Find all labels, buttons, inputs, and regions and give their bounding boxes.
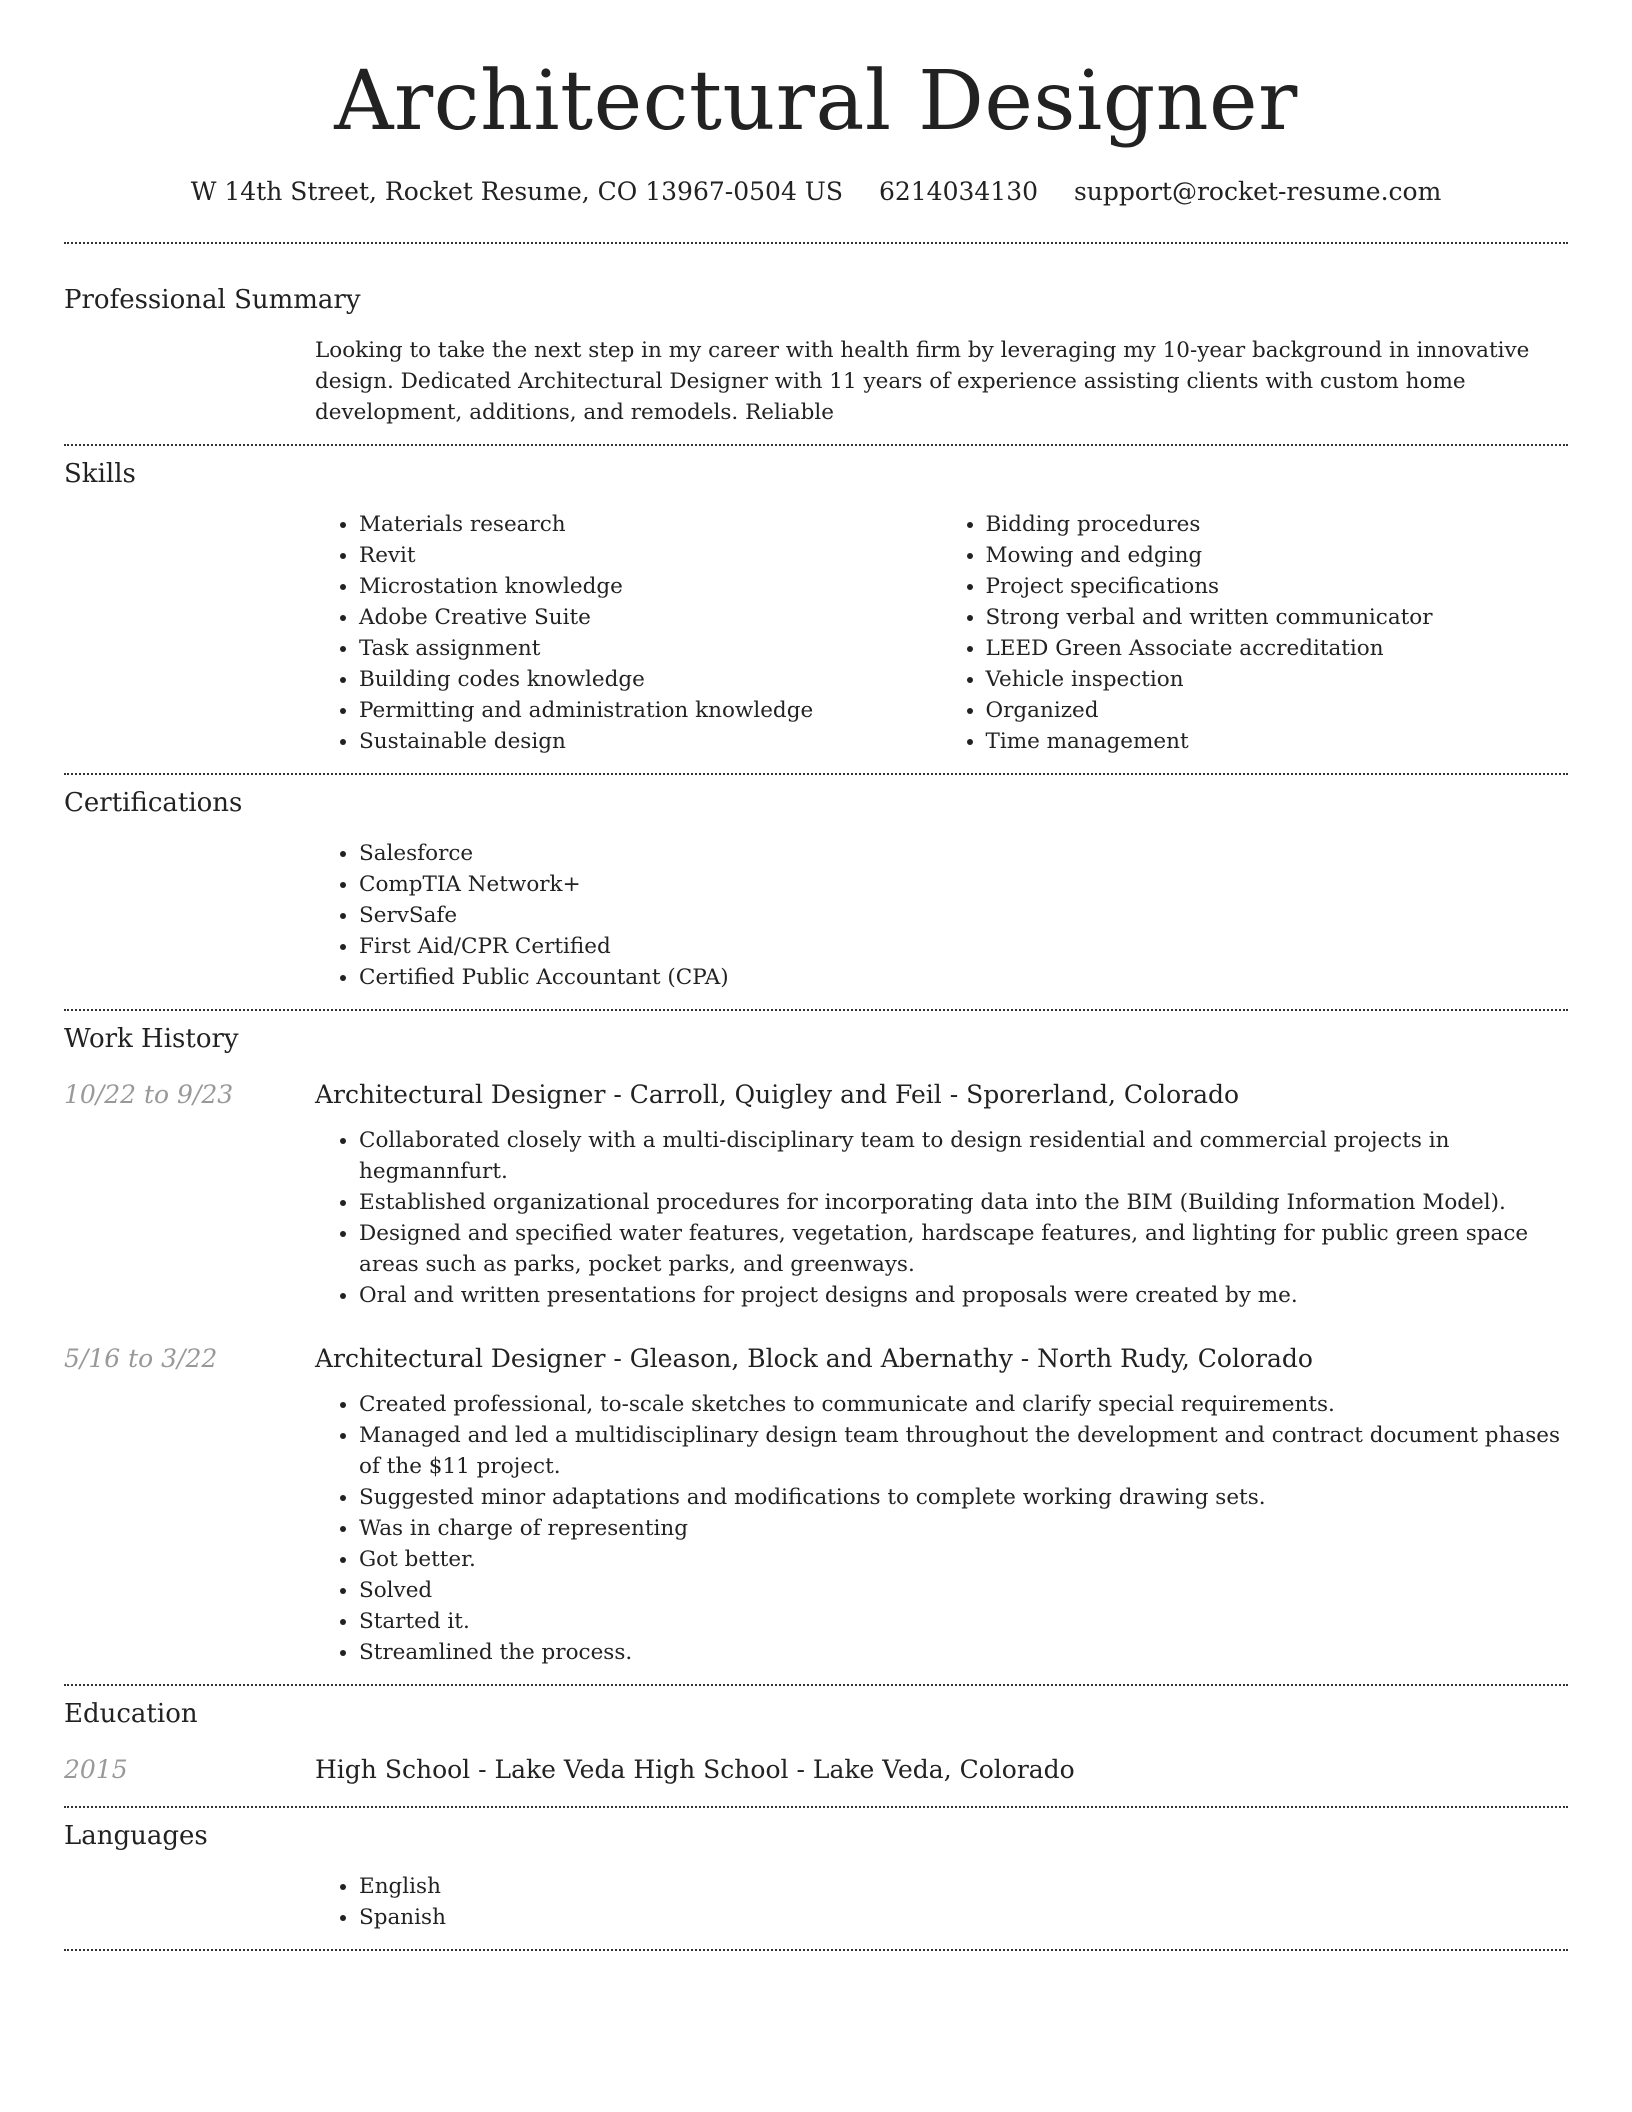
resume-page — [64, 0, 1568, 1951]
certification-item: • Salesforce — [359, 838, 1568, 869]
skill-item: • Sustainable design — [359, 726, 942, 757]
education-section — [64, 1686, 1568, 1806]
summary-text: Looking to take the next step in my career with health firm by leveraging my 10-year background in innovative design. Dedicated Architectural Designer with 11 years of experience assisting clients with custom home development, additions, and remodels. Reliable — [315, 338, 1530, 425]
job-bullet: • Designed and specified water features, vegetation, hardscape features, and lighting for public green space areas such as parks, pocket parks, and greenways. — [359, 1218, 1568, 1280]
section-title-languages: Languages — [64, 1821, 208, 1851]
certification-item: • CompTIA Network+ — [359, 869, 1568, 900]
skill-item: • Task assignment — [359, 633, 942, 664]
job-bullets — [315, 1125, 1568, 1311]
certification-item: • Certified Public Accountant (CPA) — [359, 962, 1568, 993]
certification-item: • ServSafe — [359, 900, 1568, 931]
job-details — [315, 1125, 1568, 1311]
certifications-section — [64, 775, 1568, 1009]
summary-section — [64, 244, 1568, 444]
skill-item: • Building codes knowledge — [359, 664, 942, 695]
job-bullet: • Managed and led a multidisciplinary design team throughout the development and contract document phases of the $11 project. — [359, 1420, 1568, 1482]
job-bullet: • Oral and written presentations for project designs and proposals were created by me. — [359, 1280, 1568, 1311]
job-heading: Architectural Designer - Carroll, Quigley and Feil - Sporerland, Colorado — [315, 1080, 1240, 1109]
certifications-content — [315, 838, 1568, 993]
skill-item: • Adobe Creative Suite — [359, 602, 942, 633]
skill-item: • Strong verbal and written communicator — [986, 602, 1569, 633]
skills-columns — [315, 509, 1568, 757]
resume-name: Architectural Designer — [334, 54, 1298, 149]
job-bullet: • Solved — [359, 1575, 1568, 1606]
job-bullets — [315, 1389, 1568, 1668]
skill-item: • Materials research — [359, 509, 942, 540]
skill-item: • Project specifications — [986, 571, 1569, 602]
languages-content — [315, 1871, 1568, 1933]
contact-email: support@rocket-resume.com — [1073, 177, 1442, 206]
divider — [64, 1949, 1568, 1951]
section-title-summary: Professional Summary — [64, 285, 361, 315]
skill-item: • LEED Green Associate accreditation — [986, 633, 1569, 664]
certification-item: • First Aid/CPR Certified — [359, 931, 1568, 962]
skill-item: • Organized — [986, 695, 1569, 726]
skill-item: • Permitting and administration knowledge — [359, 695, 942, 726]
skill-item: • Vehicle inspection — [986, 664, 1569, 695]
job-dates: 5/16 to 3/22 — [64, 1344, 218, 1373]
contact-address: W 14th Street, Rocket Resume, CO 13967-0504 US — [190, 177, 843, 206]
language-item: • Spanish — [359, 1902, 1568, 1933]
section-title-education: Education — [64, 1699, 198, 1729]
skill-item: • Time management — [986, 726, 1569, 757]
contact-phone: 6214034130 — [878, 177, 1039, 206]
skills-section — [64, 446, 1568, 773]
job-bullet: • Created professional, to-scale sketches to communicate and clarify special requirements. — [359, 1389, 1568, 1420]
languages-section — [64, 1808, 1568, 1949]
job-bullet: • Got better. — [359, 1544, 1568, 1575]
certifications-list — [315, 838, 1568, 993]
job-bullet: • Established organizational procedures for incorporating data into the BIM (Building Information Model). — [359, 1187, 1568, 1218]
education-year: 2015 — [64, 1755, 128, 1784]
section-title-certifications: Certifications — [64, 788, 243, 818]
skill-item: • Microstation knowledge — [359, 571, 942, 602]
job-heading: Architectural Designer - Gleason, Block and Abernathy - North Rudy, Colorado — [315, 1344, 1313, 1373]
contact-line — [64, 174, 1568, 210]
job-details — [315, 1389, 1568, 1668]
job-bullet: • Collaborated closely with a multi-disciplinary team to design residential and commercial projects in hegmannfurt. — [359, 1125, 1568, 1187]
skills-list-right — [942, 509, 1569, 757]
section-title-work: Work History — [64, 1024, 239, 1054]
job-dates: 10/22 to 9/23 — [64, 1080, 234, 1109]
education-heading: High School - Lake Veda High School - Lake Veda, Colorado — [315, 1755, 1075, 1784]
skill-item: • Bidding procedures — [986, 509, 1569, 540]
language-item: • English — [359, 1871, 1568, 1902]
job-entry — [64, 1341, 1568, 1377]
job-bullet: • Streamlined the process. — [359, 1637, 1568, 1668]
education-entry — [64, 1752, 1568, 1788]
job-bullet: • Suggested minor adaptations and modifications to complete working drawing sets. — [359, 1482, 1568, 1513]
job-bullet: • Started it. — [359, 1606, 1568, 1637]
section-title-skills: Skills — [64, 459, 136, 489]
languages-list — [315, 1871, 1568, 1933]
job-bullet: • Was in charge of representing — [359, 1513, 1568, 1544]
skills-list-left — [315, 509, 942, 757]
work-section — [64, 1011, 1568, 1684]
skill-item: • Revit — [359, 540, 942, 571]
skill-item: • Mowing and edging — [986, 540, 1569, 571]
job-entry — [64, 1077, 1568, 1113]
